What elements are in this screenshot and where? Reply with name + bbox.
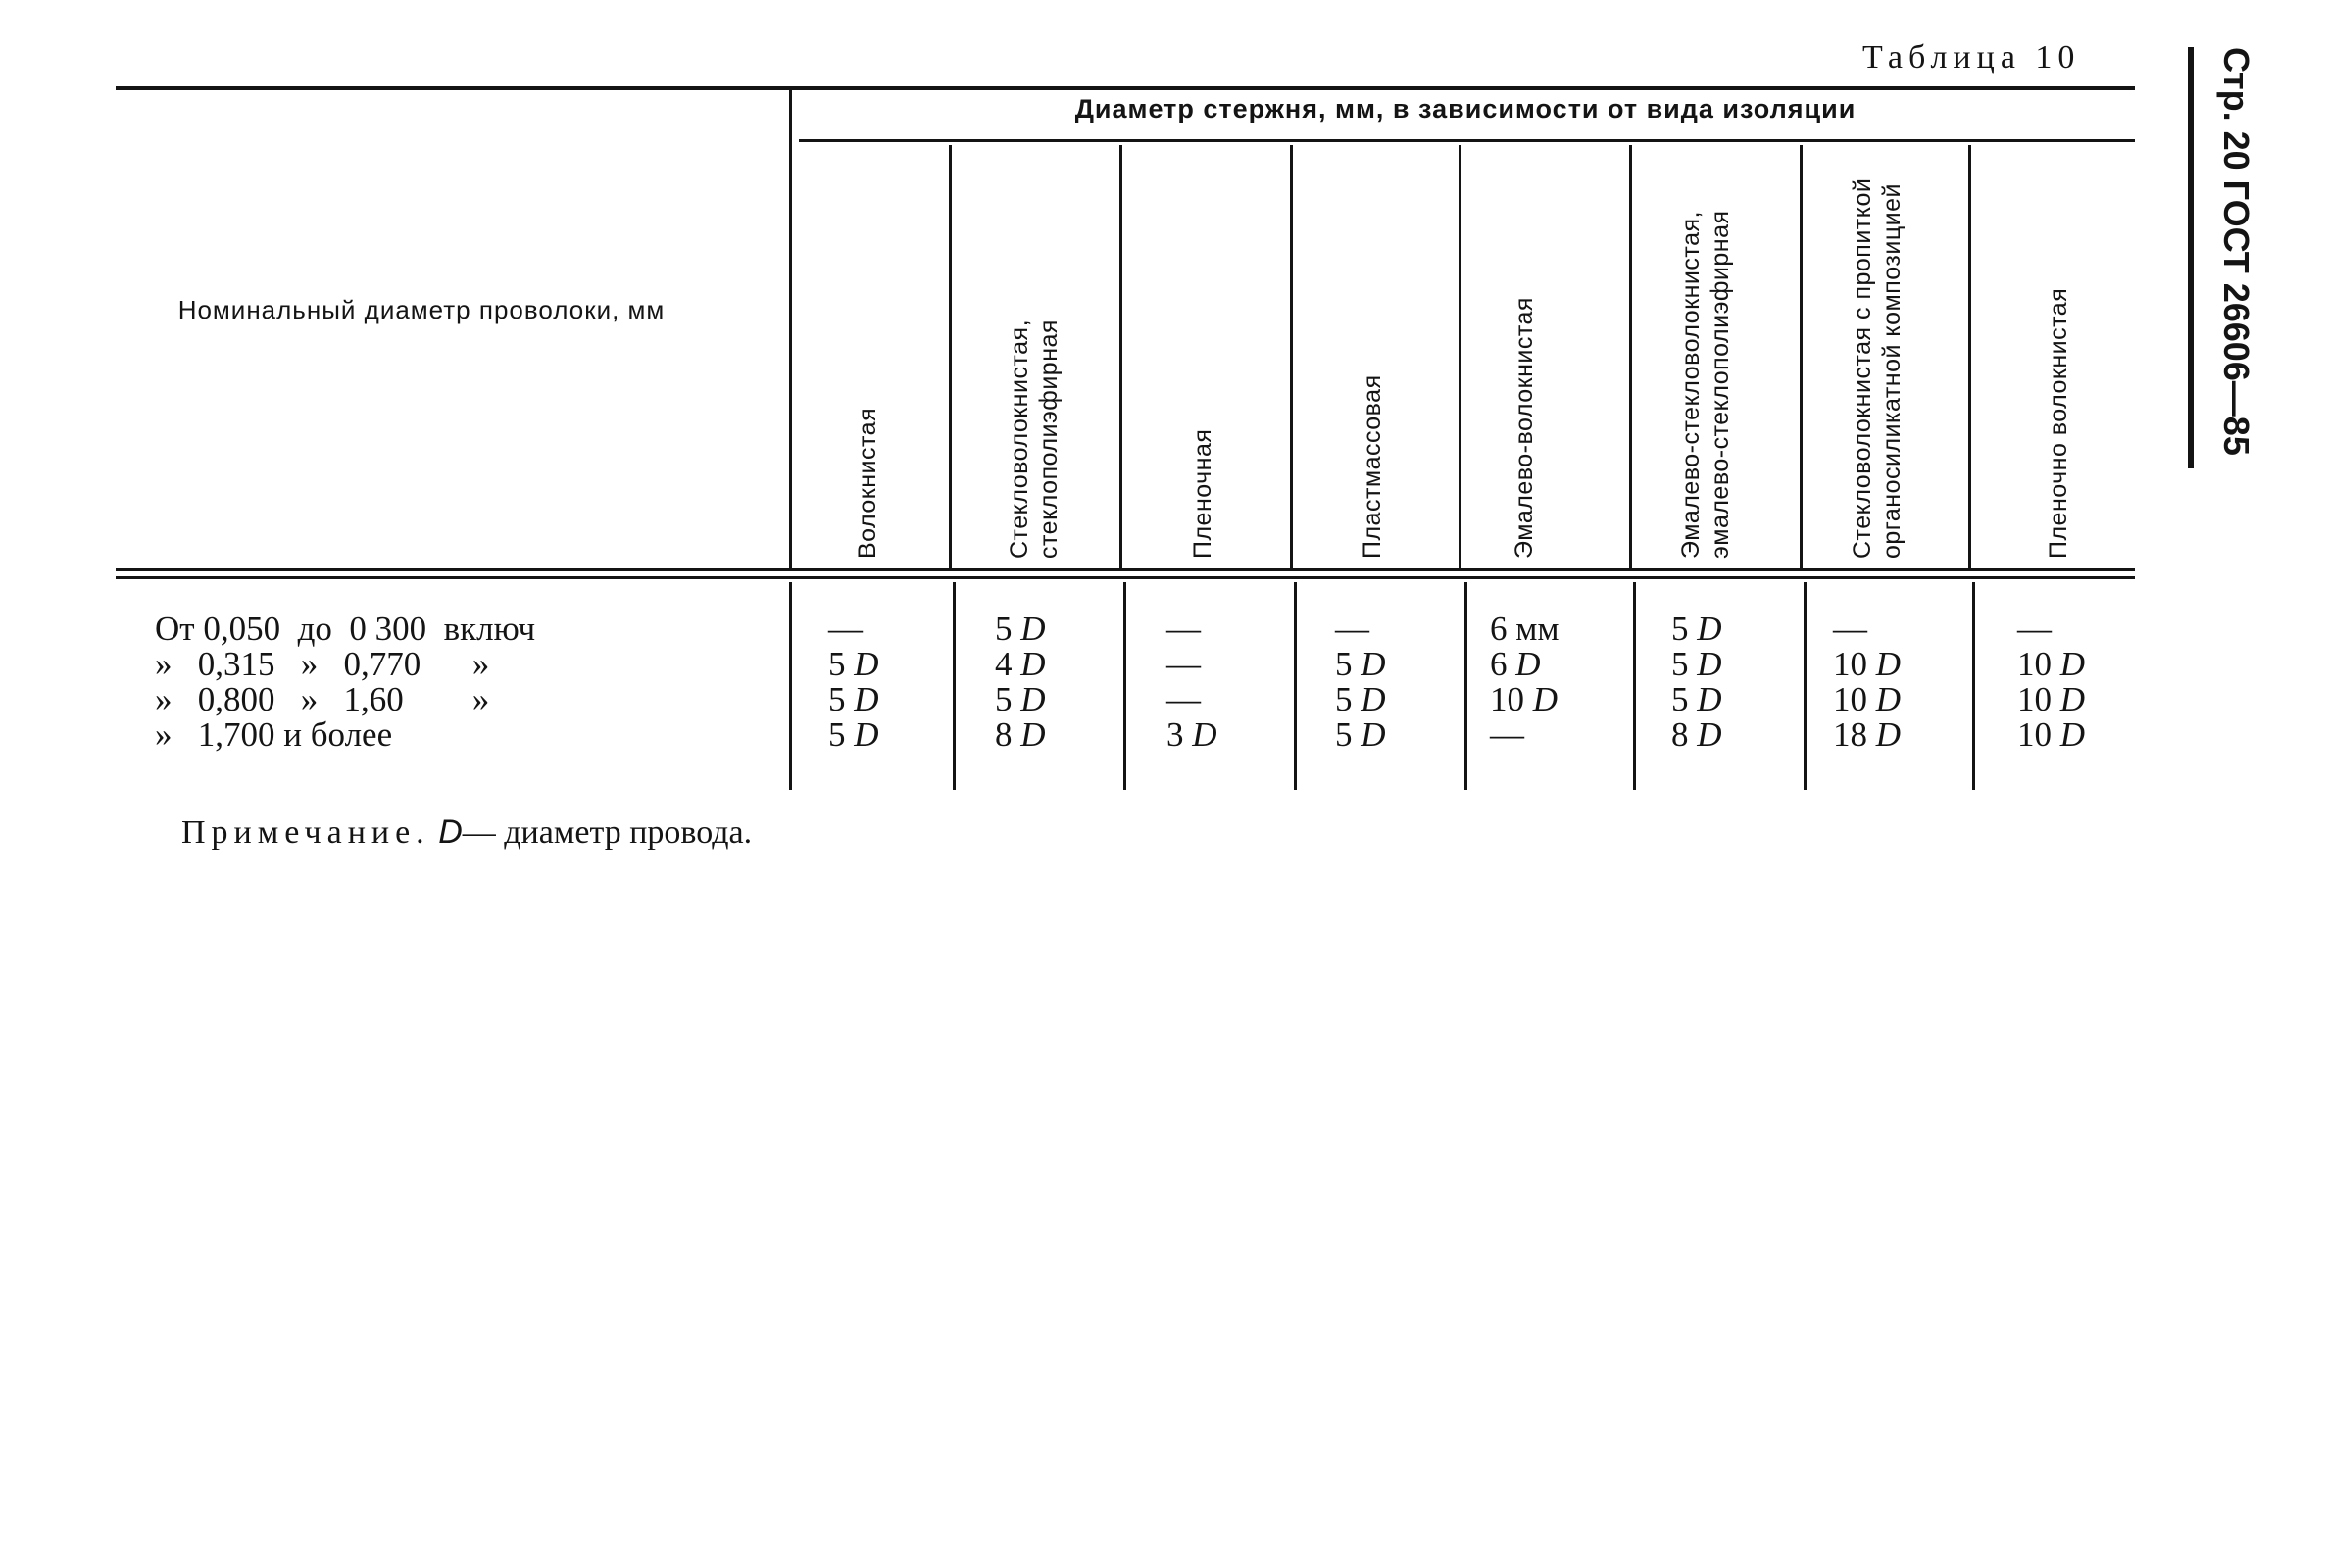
column-divider [1464, 582, 1467, 790]
cell-value: 10 [1490, 680, 1524, 718]
cell-value: — [828, 610, 863, 648]
column-divider [1290, 145, 1293, 568]
cell-value: 5 [1671, 610, 1689, 648]
cell-value: — [1833, 610, 1867, 648]
cell-unit: D [1012, 610, 1046, 648]
table-cell [1166, 645, 1201, 684]
column-divider [949, 145, 952, 568]
table-cell [995, 610, 1046, 649]
table-cell [1671, 645, 1722, 684]
table-note [181, 813, 752, 852]
column-header-volokn: Волокнистая [854, 407, 881, 559]
group-header-rule [799, 139, 2135, 142]
cell-unit: D [2052, 715, 2086, 754]
column-divider [1800, 145, 1803, 568]
column-divider [1968, 145, 1971, 568]
cell-unit: D [2052, 680, 2086, 718]
cell-value: — [1490, 715, 1524, 754]
cell-value: 5 [995, 680, 1013, 718]
note-prefix: Примечание. [181, 814, 430, 851]
table-cell [1335, 610, 1369, 649]
table-cell [2017, 645, 2085, 684]
table-cell [995, 715, 1046, 755]
table-top-rule [116, 86, 2135, 90]
table-cell [1833, 715, 1901, 755]
stub-header: Номинальный диаметр проволоки, мм [177, 295, 666, 324]
cell-unit: D [1688, 610, 1722, 648]
cell-value: 5 [828, 680, 846, 718]
table-number: Таблица 10 [1862, 39, 2081, 75]
cell-value: 10 [2017, 715, 2052, 754]
cell-unit: D [1012, 645, 1046, 683]
column-divider [1294, 582, 1297, 790]
cell-value: 8 [1671, 715, 1689, 754]
cell-value: 5 [1335, 645, 1353, 683]
cell-unit: D [1867, 645, 1902, 683]
cell-value: 5 [828, 715, 846, 754]
cell-unit: D [845, 645, 879, 683]
table-cell [1166, 610, 1201, 649]
column-divider [953, 582, 956, 790]
table-cell [828, 610, 863, 649]
row-label: » 0,315 » 0,770 » [155, 645, 490, 683]
cell-unit: D [1012, 680, 1046, 718]
table-cell [1671, 715, 1722, 755]
cell-unit: D [2052, 645, 2086, 683]
table-cell [828, 715, 879, 755]
page-side-header: Стр. 20 ГОСТ 26606—85 [2216, 47, 2256, 456]
table-cell [1833, 645, 1901, 684]
column-divider [1459, 145, 1461, 568]
cell-unit: D [1507, 645, 1541, 683]
table-cell [1833, 610, 1867, 649]
column-divider [789, 582, 792, 790]
cell-value: 4 [995, 645, 1013, 683]
column-divider [1972, 582, 1975, 790]
cell-value: 6 [1490, 610, 1508, 648]
header-double-rule-1 [116, 568, 2135, 571]
column-header-emal-volokn: Эмалево-волокнистая [1510, 297, 1538, 559]
group-header: Диаметр стержня, мм, в зависимости от вида изоляции [1074, 94, 1857, 123]
table-cell [1490, 610, 1560, 649]
table-cell [1335, 645, 1386, 684]
column-divider [789, 90, 792, 568]
cell-unit: D [845, 680, 879, 718]
cell-value: 10 [1833, 645, 1867, 683]
table-cell [1490, 680, 1558, 719]
header-double-rule-2 [116, 576, 2135, 579]
cell-unit: D [1688, 715, 1722, 754]
cell-value: 5 [1335, 680, 1353, 718]
column-header-plastmass: Пластмассовая [1359, 374, 1386, 559]
row-label: » 1,700 и более [155, 715, 393, 754]
table-cell [1166, 715, 1217, 755]
cell-unit: D [1524, 680, 1559, 718]
cell-unit: D [1867, 680, 1902, 718]
cell-value: 10 [1833, 680, 1867, 718]
cell-value: 10 [2017, 680, 2052, 718]
note-symbol: D [438, 813, 463, 851]
row-label: » 0,800 » 1,60 » [155, 680, 490, 718]
cell-value: 6 [1490, 645, 1508, 683]
cell-unit: D [1352, 645, 1386, 683]
cell-value: 5 [1671, 680, 1689, 718]
table-cell [995, 645, 1046, 684]
note-text: — диаметр провода. [462, 814, 753, 851]
table-cell [2017, 715, 2085, 755]
column-divider [1804, 582, 1807, 790]
column-divider [1633, 582, 1636, 790]
row-label: От 0,050 до 0 300 включ [155, 610, 536, 648]
table-cell [828, 680, 879, 719]
cell-unit: D [1012, 715, 1046, 754]
cell-value: 18 [1833, 715, 1867, 754]
table-cell [1490, 715, 1524, 755]
cell-value: — [1335, 610, 1369, 648]
column-divider [1123, 582, 1126, 790]
column-header-steklovolokn-propitka: Стекловолокнистая с пропиткой органосиликатной композицией [1849, 177, 1906, 559]
table-cell [1671, 610, 1722, 649]
column-header-steklovolokn: Стекловолокнистая, стеклополиэфирная [1006, 318, 1063, 559]
column-header-plenochnaya: Пленочная [1189, 428, 1216, 559]
cell-value: 5 [1335, 715, 1353, 754]
table-cell [1335, 715, 1386, 755]
cell-unit: D [1867, 715, 1902, 754]
cell-unit: D [1352, 715, 1386, 754]
table-cell [1671, 680, 1722, 719]
cell-value: 10 [2017, 645, 2052, 683]
table-cell [995, 680, 1046, 719]
cell-unit: D [1352, 680, 1386, 718]
cell-value: — [1166, 645, 1201, 683]
table-cell [2017, 680, 2085, 719]
table-cell [1335, 680, 1386, 719]
side-rule [2188, 47, 2194, 468]
table-cell [2017, 610, 2052, 649]
table-cell [1490, 645, 1541, 684]
cell-value: — [2017, 610, 2052, 648]
cell-unit: D [1688, 645, 1722, 683]
cell-value: 8 [995, 715, 1013, 754]
cell-value: 5 [995, 610, 1013, 648]
table-cell [1833, 680, 1901, 719]
column-header-emal-steklovolokn: Эмалево-стекловолокнистая, эмалево-стеклополиэфирная [1677, 210, 1734, 559]
cell-value: — [1166, 680, 1201, 718]
column-divider [1629, 145, 1632, 568]
cell-unit: D [1183, 715, 1217, 754]
cell-value: — [1166, 610, 1201, 648]
cell-value: 5 [828, 645, 846, 683]
cell-value: 3 [1166, 715, 1184, 754]
cell-unit: D [845, 715, 879, 754]
column-header-plenochno-volokn: Пленочно волокнистая [2045, 287, 2072, 559]
table-cell [1166, 680, 1201, 719]
cell-value: 5 [1671, 645, 1689, 683]
cell-unit: D [1688, 680, 1722, 718]
column-divider [1119, 145, 1122, 568]
cell-unit: мм [1507, 610, 1560, 648]
table-cell [828, 645, 879, 684]
